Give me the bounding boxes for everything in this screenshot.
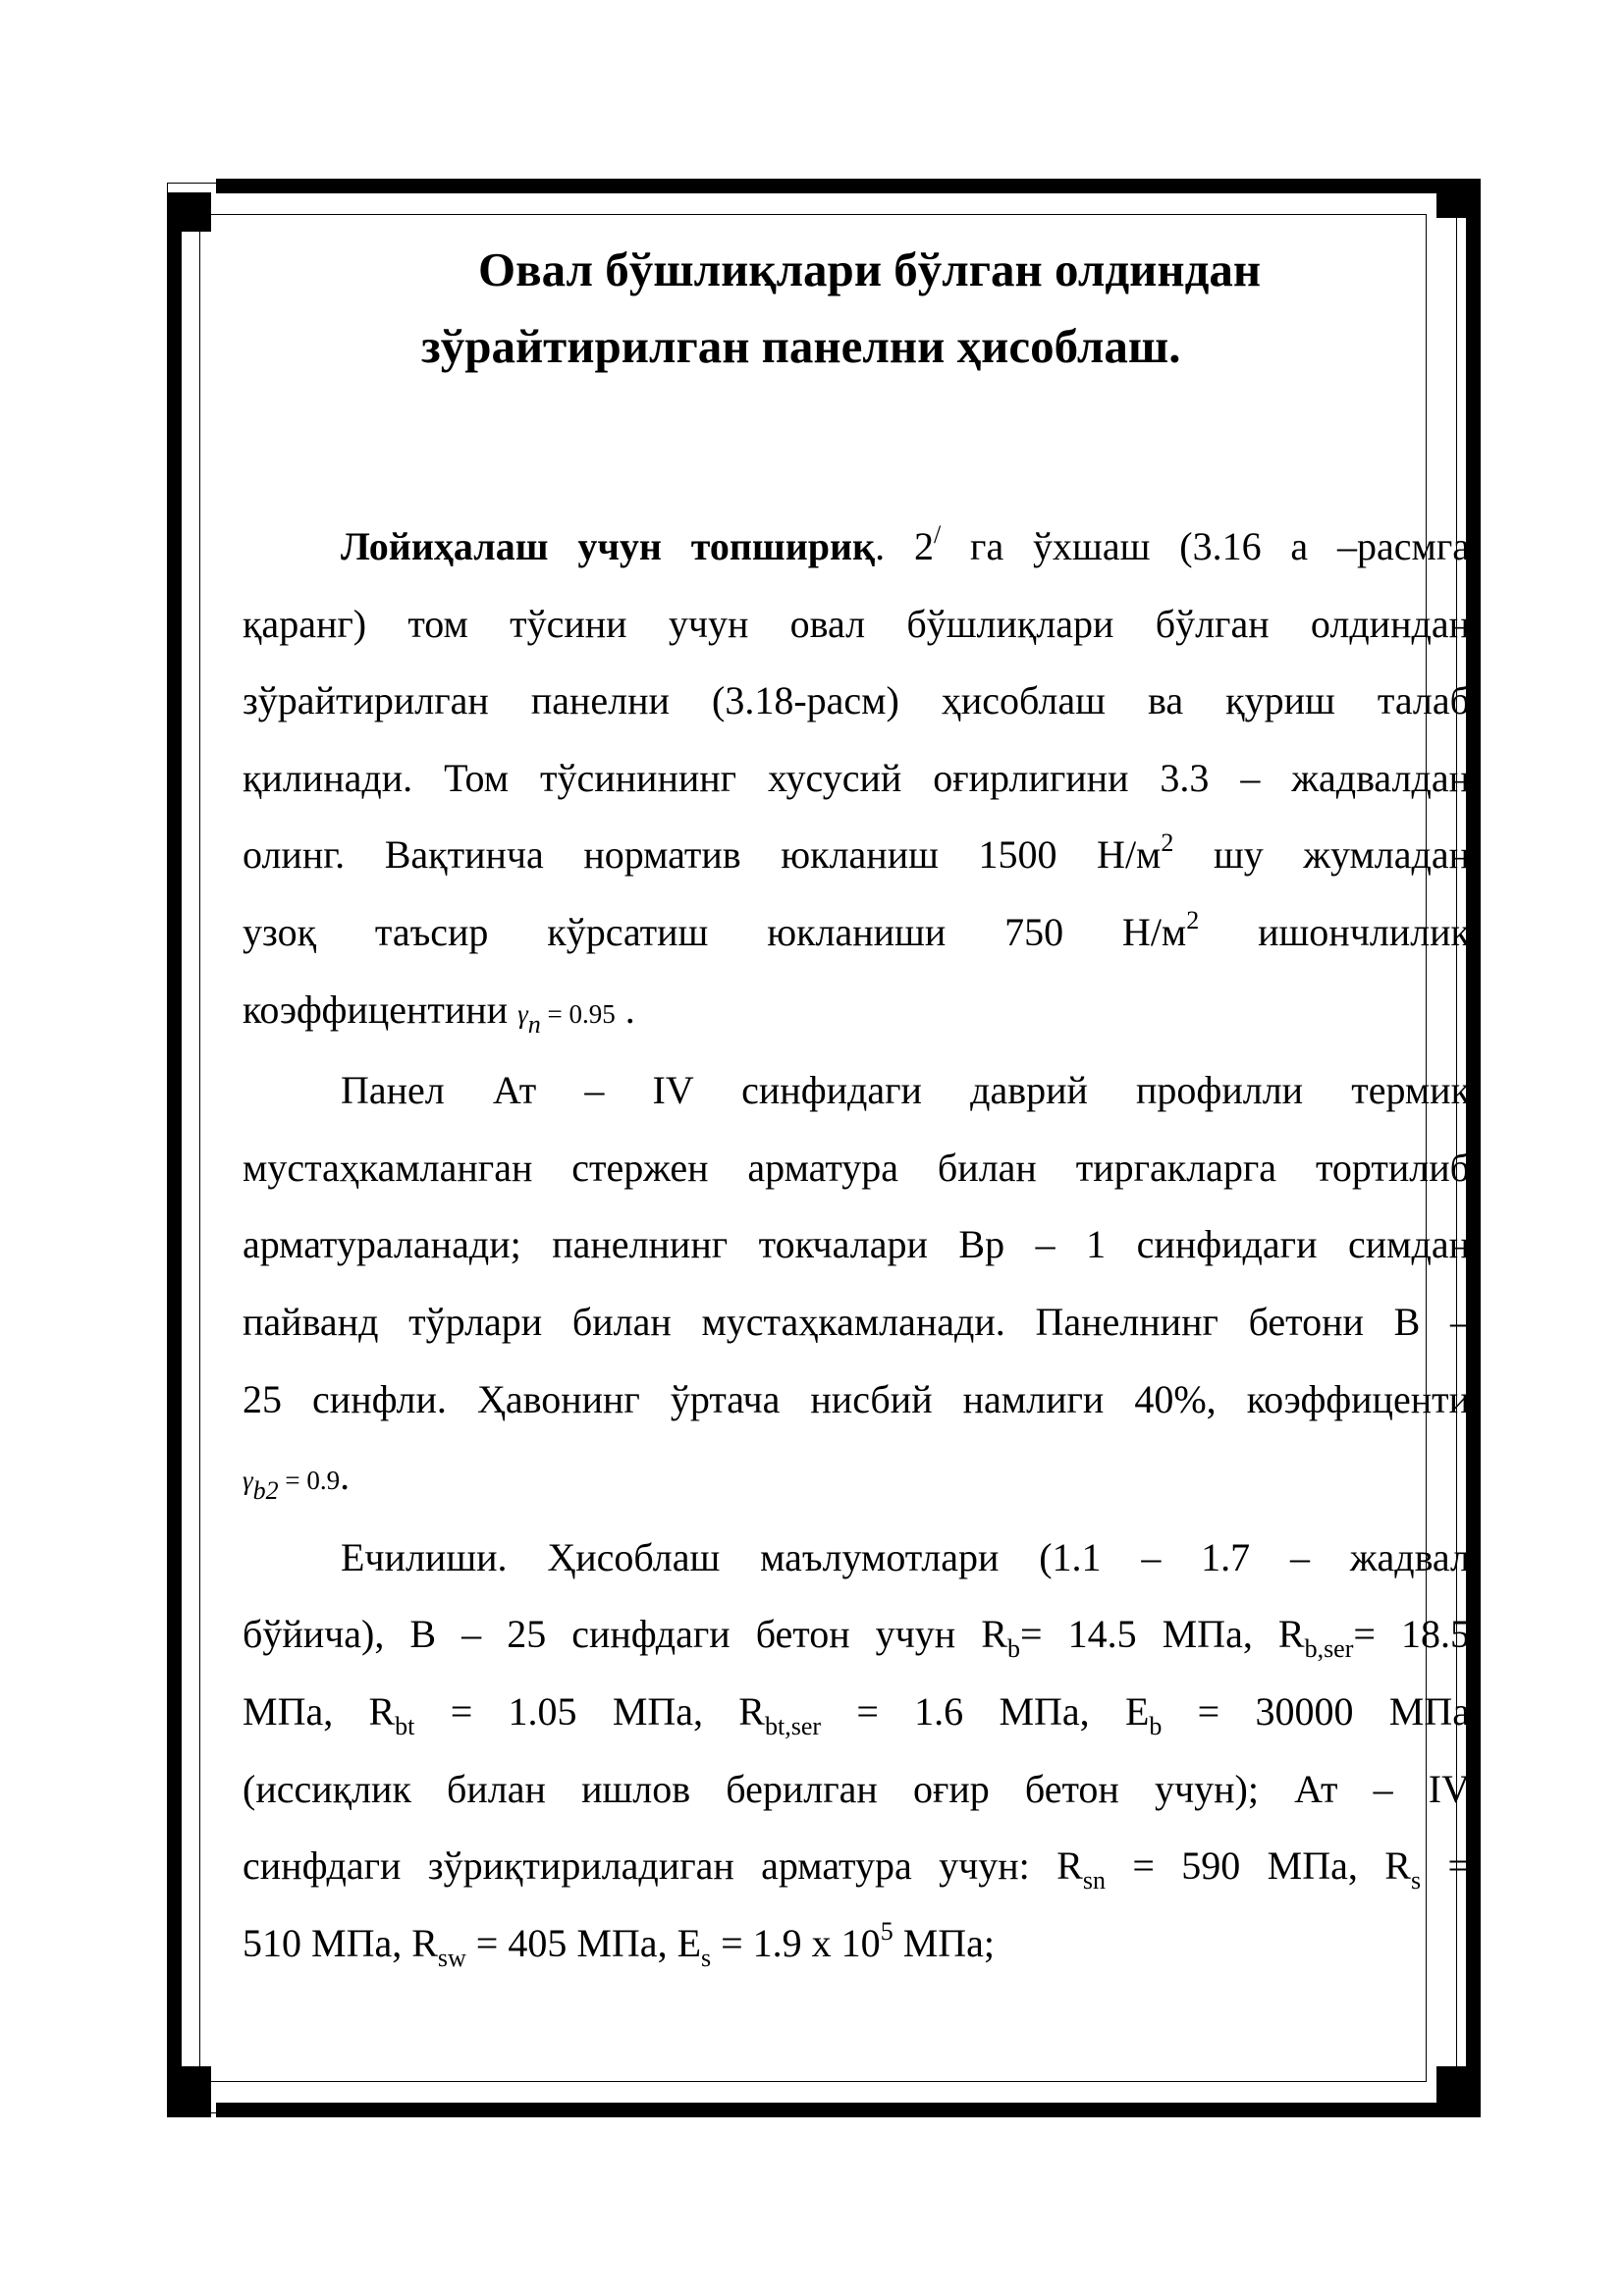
paragraph-line: [243, 1596, 1470, 1674]
subscript: n: [527, 1009, 541, 1039]
subscript: sw: [437, 1943, 466, 1972]
paragraph-line: [243, 1905, 1470, 1983]
superscript: /: [933, 520, 942, 549]
text-fragment: узоқ таъсир кўрсатиш юкланиши 750 Н/м: [243, 909, 1187, 954]
paragraph-line: Панел Ат – IV синфидаги даврий профилли термик: [341, 1068, 1470, 1113]
border-corner-bottom-left: [167, 2066, 211, 2117]
subscript: bt,ser: [765, 1711, 822, 1740]
formula-gamma-b2: [243, 1466, 341, 1506]
superscript: 2: [1161, 828, 1174, 858]
formula-value: = 0.95: [540, 998, 616, 1029]
page-border-top-bar: [216, 179, 1473, 193]
text-fragment: га ўхшаш (3.16 а –расмга: [941, 524, 1470, 568]
border-corner-top-left-step: [182, 192, 211, 232]
subscript: bt: [395, 1711, 415, 1740]
text-fragment: =: [1421, 1843, 1471, 1889]
formula-gamma-n: [517, 998, 616, 1039]
subscript: b2: [252, 1476, 279, 1506]
paragraph-line: [243, 508, 1470, 586]
text-fragment: = 18.5: [1353, 1612, 1471, 1657]
text-fragment: шу жумладан: [1173, 832, 1470, 878]
paragraph-line: қилинади. Том тўсинининг хусусий оғирлигини 3.3 – жадвалдан: [243, 755, 1470, 800]
paragraph-line: [243, 817, 1470, 894]
subscript: b: [1149, 1711, 1163, 1740]
text-fragment: .: [615, 987, 635, 1032]
text-fragment: = 14.5 МПа, R: [1019, 1612, 1305, 1657]
paragraph-solution: [243, 1520, 1470, 1983]
paragraph-line: [243, 1674, 1470, 1751]
text-fragment: ишончлилик: [1199, 909, 1470, 954]
subscript: s: [1410, 1866, 1422, 1896]
title-line-1: Овал бўшлиқлари бўлган олдиндан: [478, 242, 1262, 296]
title-line-2: зўрайтирилган панелни ҳисоблаш.: [421, 319, 1181, 373]
superscript: 2: [1186, 905, 1200, 934]
paragraph-reinforcement: [243, 1052, 1470, 1520]
paragraph-line: [243, 972, 1470, 1053]
page-border-left-bar: [167, 204, 182, 2113]
subscript: s: [701, 1943, 712, 1972]
paragraph-line: қаранг) том тўсини учун овал бўшлиқлари бўлган олдиндан: [243, 601, 1470, 646]
assignment-heading: Лойиҳалаш учун топшириқ: [341, 524, 876, 568]
subscript: b: [1006, 1634, 1020, 1664]
text-fragment: коэффицентини: [243, 987, 518, 1032]
text-fragment: = 405 МПа, E: [465, 1920, 701, 1965]
paragraph-line: [243, 1828, 1470, 1905]
text-fragment: МПа;: [893, 1920, 996, 1965]
text-fragment: 510 МПа, R: [243, 1920, 438, 1965]
paragraph-line: пайванд тўрлари билан мустаҳкамланади. Панелнинг бетони В –: [243, 1299, 1470, 1344]
document-body: [243, 508, 1470, 1982]
gamma-symbol: γ: [517, 998, 528, 1029]
text-fragment: олинг. Вақтинча норматив юкланиш 1500 Н/м: [243, 832, 1162, 878]
paragraph-line: 25 синфли. Ҳавонинг ўртача нисбий намлиги 40%, коэффиценти: [243, 1376, 1470, 1421]
paragraph-line: арматураланади; панелнинг токчалари Вр – 1 синфидаги симдан: [243, 1222, 1470, 1267]
text-fragment: . 2: [875, 524, 934, 568]
gamma-symbol: γ: [243, 1466, 253, 1496]
superscript: 5: [880, 1916, 893, 1946]
text-fragment: = 1.05 МПа, R: [414, 1688, 765, 1734]
text-fragment: = 30000 МПа: [1162, 1688, 1471, 1734]
paragraph-line: (иссиқлик билан ишлов берилган оғир бетон учун); Ат – IV: [243, 1766, 1470, 1811]
document-header: [243, 232, 1470, 385]
text-fragment: синфдаги зўриқтириладиган арматура учун: R: [243, 1843, 1083, 1889]
subscript: b,ser: [1304, 1634, 1354, 1664]
text-fragment: МПа, R: [243, 1688, 396, 1734]
paragraph-line: [243, 894, 1470, 972]
paragraph-assignment: [243, 508, 1470, 1052]
border-corner-top-right-step: [1466, 179, 1481, 233]
paragraph-line: [243, 1438, 1470, 1520]
text-fragment: = 590 МПа, R: [1105, 1843, 1411, 1889]
page-border-bottom-bar: [216, 2103, 1473, 2117]
paragraph-line: зўрайтирилган панелни (3.18-расм) ҳисоблаш ва қуриш талаб: [243, 678, 1470, 723]
text-fragment: бўйича), В – 25 синфдаги бетон учун R: [243, 1612, 1007, 1657]
text-fragment: .: [340, 1454, 351, 1499]
paragraph-line: мустаҳкамланган стержен арматура билан тиргакларга тортилиб: [243, 1145, 1470, 1190]
paragraph-line: Ечилиши. Ҳисоблаш маълумотлари (1.1 – 1.7 – жадвал: [341, 1534, 1470, 1579]
subscript: sn: [1082, 1866, 1106, 1896]
text-fragment: = 1.6 МПа, E: [821, 1688, 1150, 1734]
border-corner-bottom-right: [1436, 2066, 1481, 2117]
page-title: [243, 232, 1470, 385]
formula-value: = 0.9: [278, 1466, 341, 1496]
text-fragment: = 1.9 х 10: [711, 1920, 881, 1965]
